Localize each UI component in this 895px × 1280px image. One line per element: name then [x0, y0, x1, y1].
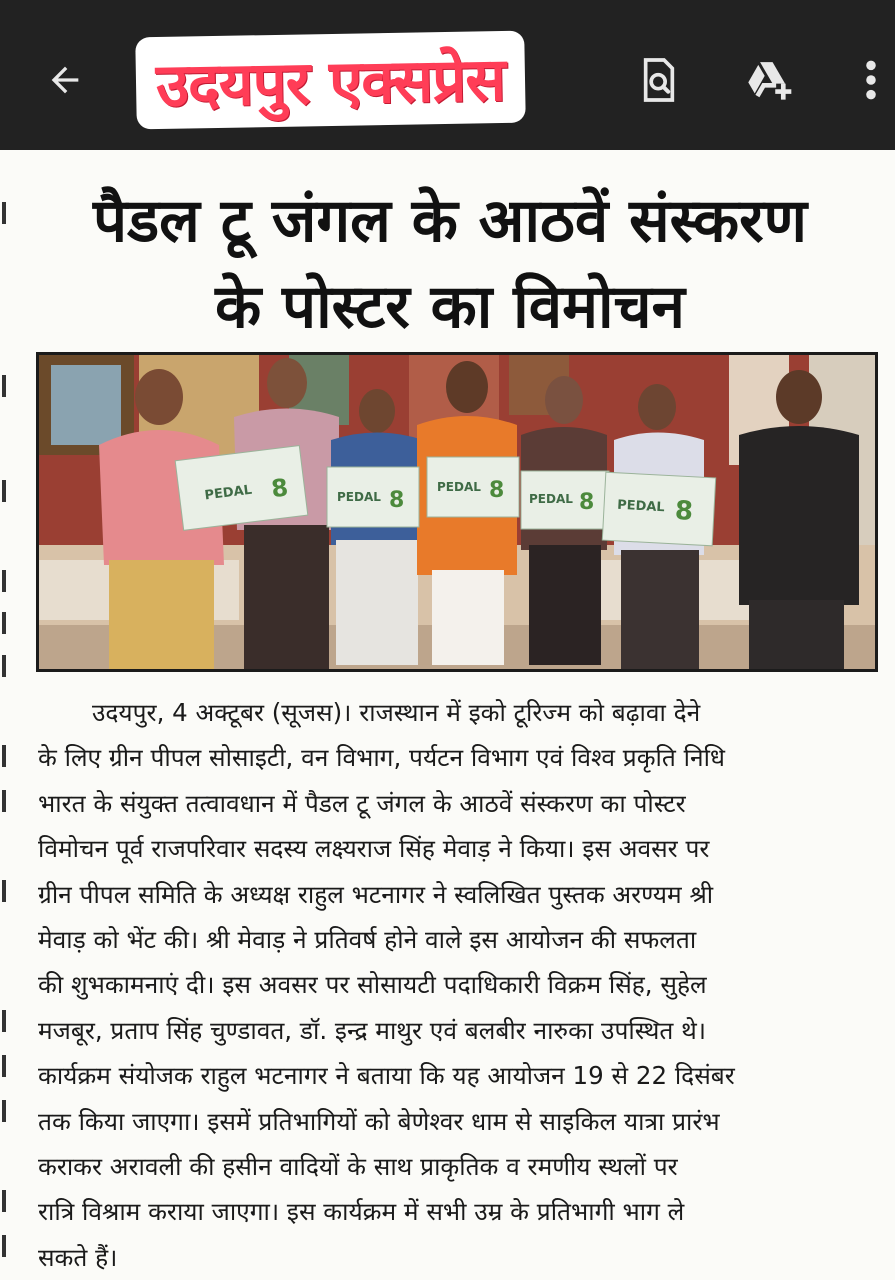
article-line: मजबूर, प्रताप सिंह चुण्डावत, डॉ. इन्द्र माथुर एवं बलबीर नारुका उपस्थित थे।	[38, 1015, 707, 1045]
publication-title-stamp: उदयपुर एक्सप्रेस	[139, 35, 521, 126]
arrow-left-icon	[45, 60, 85, 100]
article-line: ग्रीन पीपल समिति के अध्यक्ष राहुल भटनागर ने स्वलिखित पुस्तक अरण्यम श्री	[38, 879, 714, 909]
drive-add-icon	[744, 58, 794, 102]
poster-5	[602, 472, 715, 546]
svg-text:PEDAL: PEDAL	[529, 492, 573, 506]
svg-text:8: 8	[489, 478, 505, 503]
svg-text:8: 8	[269, 473, 290, 504]
headline-line-1: पैडल टू जंगल के आठवें संस्करण	[92, 186, 808, 256]
back-button[interactable]	[40, 55, 90, 105]
event-photo-illustration	[39, 355, 875, 669]
article-line: भारत के संयुक्त तत्वावधान में पैडल टू जंगल के आठवें संस्करण का पोस्टर	[38, 788, 686, 818]
article-line: के लिए ग्रीन पीपल सोसाइटी, वन विभाग, पर्यटन विभाग एवं विश्व प्रकृति निधि	[38, 743, 725, 773]
app-bar	[0, 0, 895, 150]
article-line: कार्यक्रम संयोजक राहुल भटनागर ने बताया कि यह आयोजन 19 से 22 दिसंबर	[38, 1061, 735, 1091]
svg-text:8: 8	[579, 490, 595, 515]
svg-text:PEDAL: PEDAL	[437, 480, 481, 494]
svg-text:8: 8	[389, 488, 405, 513]
article-line: रात्रि विश्राम कराया जाएगा। इस कार्यक्रम में सभी उम्र के प्रतिभागी भाग ले	[38, 1197, 685, 1227]
svg-text:PEDAL: PEDAL	[337, 490, 381, 504]
article-body	[38, 690, 880, 1280]
adjacent-column-edge	[0, 150, 14, 1280]
article-line: उदयपुर, 4 अक्टूबर (सूजस)। राजस्थान में इको टूरिज्म को बढ़ावा देने	[92, 698, 701, 727]
poster-4	[521, 471, 609, 529]
more-vert-icon	[861, 58, 881, 102]
poster-3	[427, 457, 519, 517]
article-line: की शुभकामनाएं दी। इस अवसर पर सोसायटी पदाधिकारी विक्रम सिंह, सुहेल	[38, 970, 707, 1000]
search-doc-icon	[639, 58, 679, 102]
svg-text:8: 8	[674, 495, 694, 527]
event-photo	[36, 352, 878, 672]
article-headline	[20, 178, 880, 350]
article-line: तक किया जाएगा। इसमें प्रतिभागियों को बेणेश्वर धाम से साइकिल यात्रा प्रारंभ	[38, 1106, 720, 1136]
more-options-button[interactable]	[846, 55, 895, 105]
article-line: मेवाड़ को भेंट की। श्री मेवाड़ ने प्रतिवर्ष होने वाले इस आयोजन की सफलता	[38, 925, 697, 955]
svg-text:PEDAL: PEDAL	[616, 497, 666, 516]
add-to-drive-button[interactable]	[744, 55, 794, 105]
poster-1	[175, 446, 308, 531]
poster-2	[327, 467, 419, 527]
article-line: सकते हैं।	[38, 1242, 118, 1272]
find-in-document-button[interactable]	[634, 55, 684, 105]
article-line: कराकर अरावली की हसीन वादियों के साथ प्राकृतिक व रमणीय स्थलों पर	[38, 1152, 678, 1182]
headline-line-2: के पोस्टर का विमोचन	[215, 272, 685, 342]
svg-text:PEDAL: PEDAL	[203, 482, 253, 504]
article-line: विमोचन पूर्व राजपरिवार सदस्य लक्ष्यराज सिंह मेवाड़ ने किया। इस अवसर पर	[38, 834, 710, 864]
